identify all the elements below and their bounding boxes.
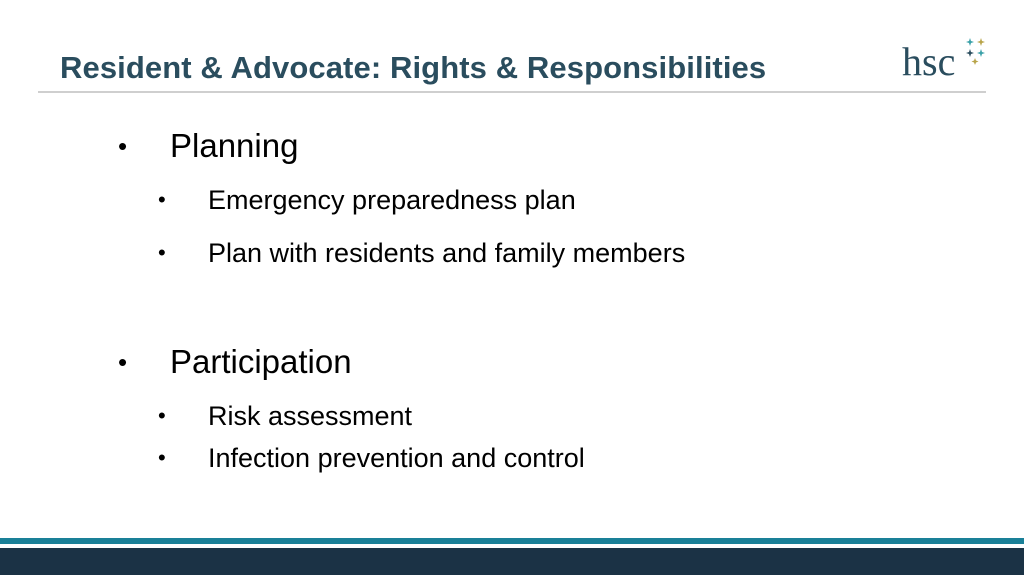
title-divider: [38, 91, 986, 93]
sub-bullet-label: Plan with residents and family members: [208, 238, 686, 268]
slide-title: Resident & Advocate: Rights & Responsibilities: [60, 50, 767, 85]
bullet-icon: •: [158, 187, 166, 212]
sub-bullet-label: Emergency preparedness plan: [208, 185, 576, 215]
logo-text: hsc: [902, 39, 956, 84]
sub-bullet-label: Risk assessment: [208, 401, 413, 431]
logo-sparkle-icon: [962, 36, 992, 66]
bullet-heading-participation: Participation: [170, 343, 352, 380]
footer-bar: [0, 548, 1024, 575]
bullet-icon: •: [158, 445, 166, 470]
sub-bullet-label: Infection prevention and control: [208, 443, 585, 473]
bullet-icon: •: [118, 131, 128, 161]
bullet-icon: •: [118, 347, 128, 377]
bullet-icon: •: [158, 240, 166, 265]
hsc-logo: [902, 36, 992, 86]
bullet-heading-planning: Planning: [170, 127, 299, 164]
bullet-icon: •: [158, 403, 166, 428]
footer-accent-bar: [0, 538, 1024, 544]
